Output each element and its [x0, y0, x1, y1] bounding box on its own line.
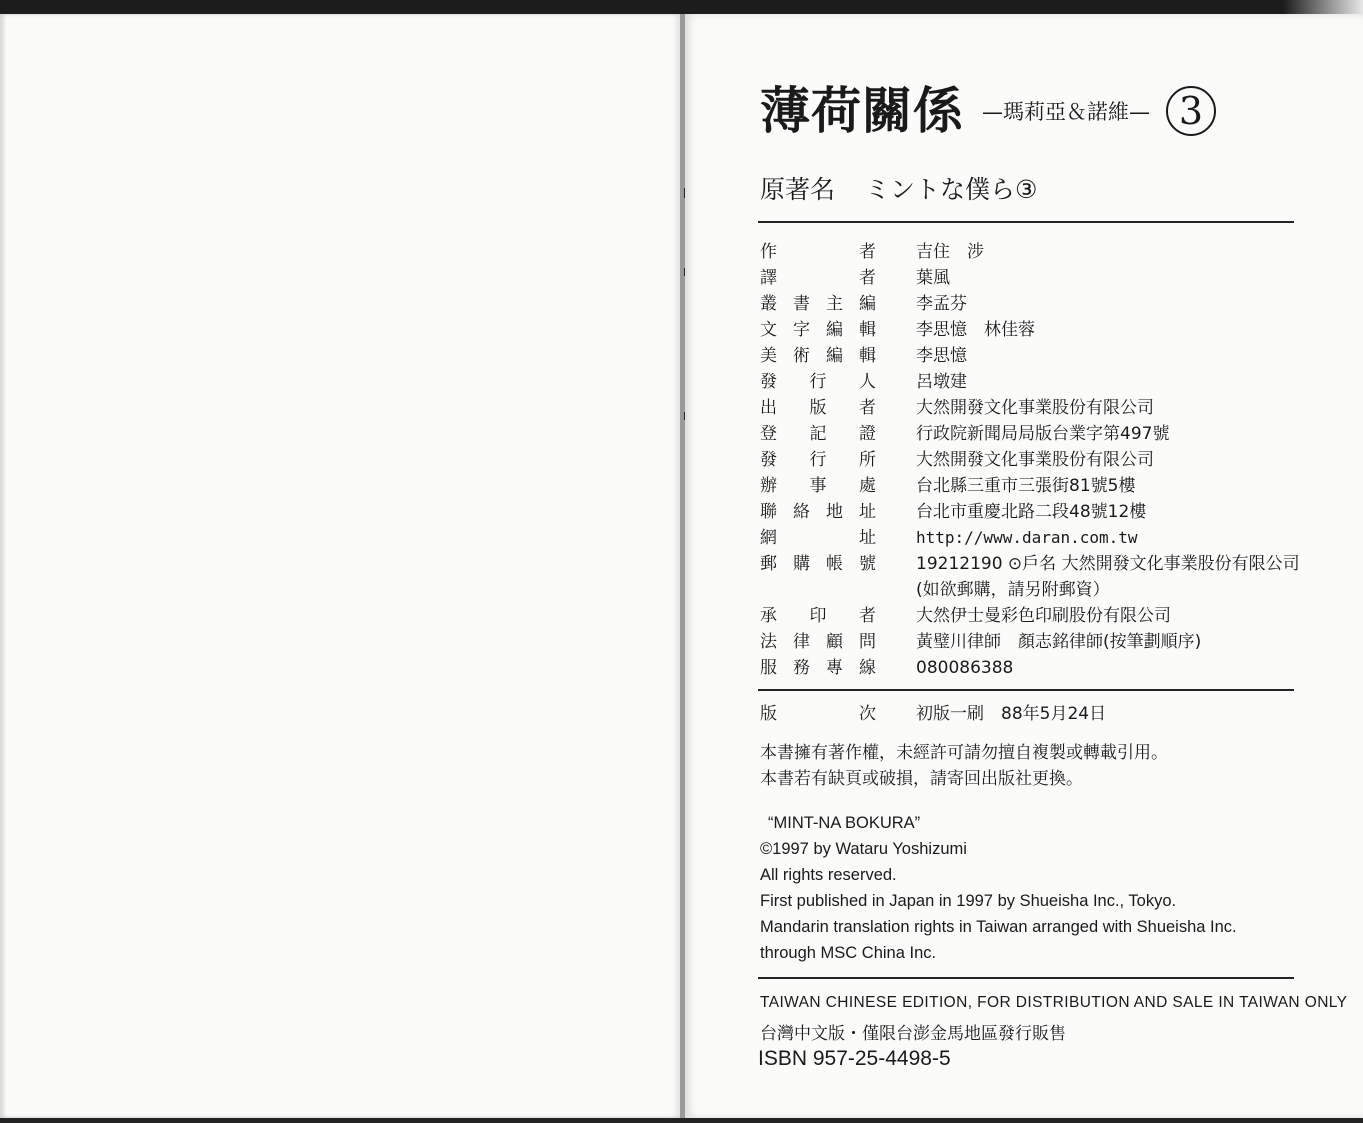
credit-label: 登記證 [760, 424, 876, 444]
edition-value: 初版一刷 88年5月24日 [916, 704, 1107, 724]
divider [758, 689, 1294, 691]
credit-row [760, 265, 1300, 291]
original-title [760, 170, 1037, 206]
distribution-chinese: 台灣中文版・僅限台澎金馬地區發行販售 [760, 1024, 1066, 1044]
credit-value: 行政院新聞局局版台業字第497號 [916, 424, 1170, 444]
credit-row [760, 317, 1300, 343]
credits-table [760, 239, 1300, 681]
credit-row [760, 577, 1300, 603]
credit-label: 聯絡地址 [760, 502, 876, 522]
credit-row [760, 369, 1300, 395]
credit-row [760, 291, 1300, 317]
english-line: “MINT-NA BOKURA” [768, 814, 921, 832]
credit-row [760, 525, 1300, 551]
original-title-value: ミントな僕ら③ [865, 175, 1038, 204]
title-main: 薄荷關係 [760, 81, 964, 140]
credit-label: 美術編輯 [760, 346, 876, 366]
credit-row [760, 421, 1300, 447]
website-url: http://www.daran.com.tw [916, 528, 1138, 547]
book-title [760, 81, 1216, 140]
volume-number: 3 [1166, 86, 1216, 136]
credit-label: 承印者 [760, 606, 876, 626]
credit-value: 大然開發文化事業股份有限公司 [916, 398, 1154, 418]
english-line: ©1997 by Wataru Yoshizumi [760, 840, 967, 858]
credit-label: 郵購帳號 [760, 554, 876, 574]
credit-label: 服務專線 [760, 658, 876, 678]
credit-value: 080086388 [916, 658, 1014, 678]
credit-row [760, 655, 1300, 681]
credit-label: 網 址 [760, 528, 876, 548]
divider [758, 977, 1294, 979]
credit-label: 法律顧問 [760, 632, 876, 652]
original-title-label: 原著名 [760, 175, 836, 204]
credit-value: (如欲郵購，請另附郵資） [916, 580, 1110, 600]
isbn: ISBN 957-25-4498-5 [758, 1047, 951, 1070]
credit-value: 葉風 [916, 268, 950, 288]
credit-value: 台北市重慶北路二段48號12樓 [916, 502, 1147, 522]
distribution-english: TAIWAN CHINESE EDITION, FOR DISTRIBUTION AND SALE IN TAIWAN ONLY [760, 994, 1348, 1011]
credit-value: 黃璧川律師 顏志銘律師(按筆劃順序) [916, 632, 1202, 652]
credit-value: 台北縣三重市三張街81號5樓 [916, 476, 1136, 496]
credit-value: 大然伊士曼彩色印刷股份有限公司 [916, 606, 1171, 626]
edition-info [760, 701, 1106, 727]
credit-label: 叢書主編 [760, 294, 876, 314]
credit-value: 李思憶 林佳蓉 [916, 320, 1035, 340]
edition-label: 版 次 [760, 704, 876, 724]
credit-label: 譯 者 [760, 268, 876, 288]
credit-row [760, 629, 1300, 655]
credit-label: 作 者 [760, 242, 876, 262]
credit-value: 呂墩建 [916, 372, 967, 392]
credit-label: 出版者 [760, 398, 876, 418]
title-subtitle: —瑪莉亞＆諾維— [982, 100, 1150, 124]
credit-row [760, 239, 1300, 265]
credit-value: 大然開發文化事業股份有限公司 [916, 450, 1154, 470]
credit-row [760, 395, 1300, 421]
credit-row [760, 343, 1300, 369]
credit-row [760, 603, 1300, 629]
credit-value: 吉住 涉 [916, 242, 984, 262]
credit-row [760, 447, 1300, 473]
credit-label: 文字編輯 [760, 320, 876, 340]
credit-row [760, 473, 1300, 499]
edition-row [760, 701, 1106, 727]
english-line: All rights reserved. [760, 866, 897, 884]
english-line: Mandarin translation rights in Taiwan arranged with Shueisha Inc. [760, 918, 1237, 936]
scan-bottom-edge [0, 1118, 1363, 1123]
left-page-blank [0, 14, 680, 1118]
credit-value: 19212190 ⊙戶名 大然開發文化事業股份有限公司 [916, 554, 1300, 574]
english-line: through MSC China Inc. [760, 944, 937, 962]
notice-line: 本書若有缺頁或破損，請寄回出版社更換。 [760, 769, 1083, 789]
english-copyright [760, 810, 1237, 966]
english-line: First published in Japan in 1997 by Shueisha Inc., Tokyo. [760, 892, 1177, 910]
copyright-notices [760, 740, 1168, 792]
divider [758, 221, 1294, 223]
credit-label: 發行所 [760, 450, 876, 470]
credit-value: 李思憶 [916, 346, 967, 366]
credit-label: 發行人 [760, 372, 876, 392]
notice-line: 本書擁有著作權，未經許可請勿擅自複製或轉載引用。 [760, 743, 1168, 763]
credit-row [760, 499, 1300, 525]
credit-value: 李孟芬 [916, 294, 967, 314]
credit-row [760, 551, 1300, 577]
credit-label: 辦事處 [760, 476, 876, 496]
